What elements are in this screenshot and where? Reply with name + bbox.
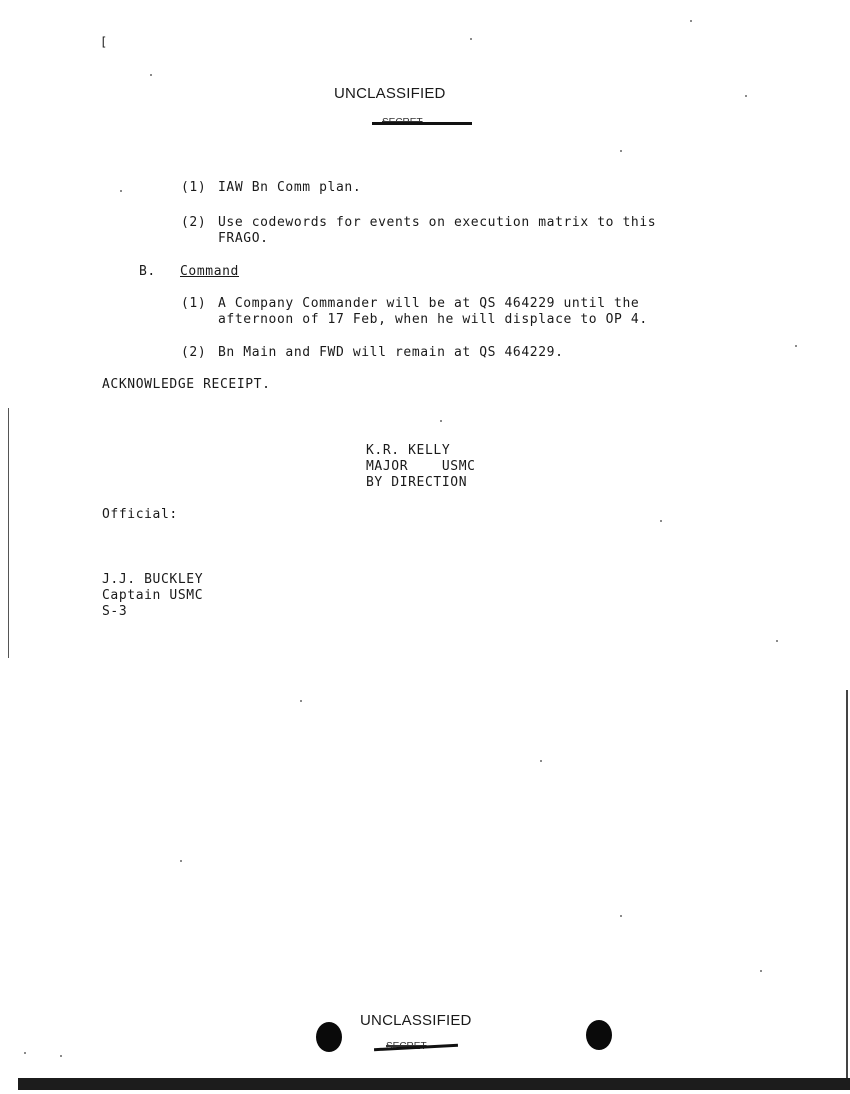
scan-edge-left xyxy=(8,408,9,658)
scan-speck xyxy=(620,150,622,152)
punch-hole-left xyxy=(316,1022,342,1052)
official-name: J.J. BUCKLEY xyxy=(102,572,204,587)
scan-speck xyxy=(795,345,797,347)
scan-speck xyxy=(120,190,122,192)
scan-speck xyxy=(24,1052,26,1054)
official-label: Official: xyxy=(102,507,178,522)
scan-speck xyxy=(540,760,542,762)
corner-mark: [ xyxy=(100,35,108,49)
scan-speck xyxy=(690,20,692,22)
section-b-item-1-label: (1) xyxy=(181,296,207,311)
section-b-letter: B. xyxy=(139,264,156,279)
scan-speck xyxy=(60,1055,62,1057)
section-b-item-2-text: Bn Main and FWD will remain at QS 464229. xyxy=(218,345,564,360)
section-a-item-1-label: (1) xyxy=(181,180,207,195)
scan-speck xyxy=(440,420,442,422)
section-b-item-1-text: A Company Commander will be at QS 464229 until the afternoon of 17 Feb, when he will displace to OP 4. xyxy=(218,296,648,327)
official-office: S-3 xyxy=(102,604,128,619)
section-b-title: Command xyxy=(180,264,239,279)
scan-edge-right xyxy=(846,690,848,1080)
scan-speck xyxy=(620,915,622,917)
signature-authority: BY DIRECTION xyxy=(366,475,468,490)
scan-speck xyxy=(760,970,762,972)
scan-speck xyxy=(776,640,778,642)
section-a-item-1-text: IAW Bn Comm plan. xyxy=(218,180,362,195)
section-b-item-2-label: (2) xyxy=(181,345,207,360)
signature-rank: MAJOR USMC xyxy=(366,459,476,474)
section-a-item-2-text: Use codewords for events on execution matrix to this FRAGO. xyxy=(218,215,657,246)
header-strike-line xyxy=(372,122,472,125)
punch-hole-right xyxy=(586,1020,612,1050)
footer-classification: UNCLASSIFIED xyxy=(360,1012,472,1029)
official-rank: Captain USMC xyxy=(102,588,204,603)
scan-speck xyxy=(745,95,747,97)
header-classification: UNCLASSIFIED xyxy=(334,85,446,102)
scan-speck xyxy=(470,38,472,40)
scan-speck xyxy=(150,74,152,76)
scan-speck xyxy=(180,860,182,862)
signature-name: K.R. KELLY xyxy=(366,443,451,458)
section-a-item-2-label: (2) xyxy=(181,215,207,230)
acknowledge-receipt: ACKNOWLEDGE RECEIPT. xyxy=(102,377,271,392)
scan-speck xyxy=(300,700,302,702)
scan-speck xyxy=(660,520,662,522)
scan-edge-bottom xyxy=(18,1078,850,1090)
